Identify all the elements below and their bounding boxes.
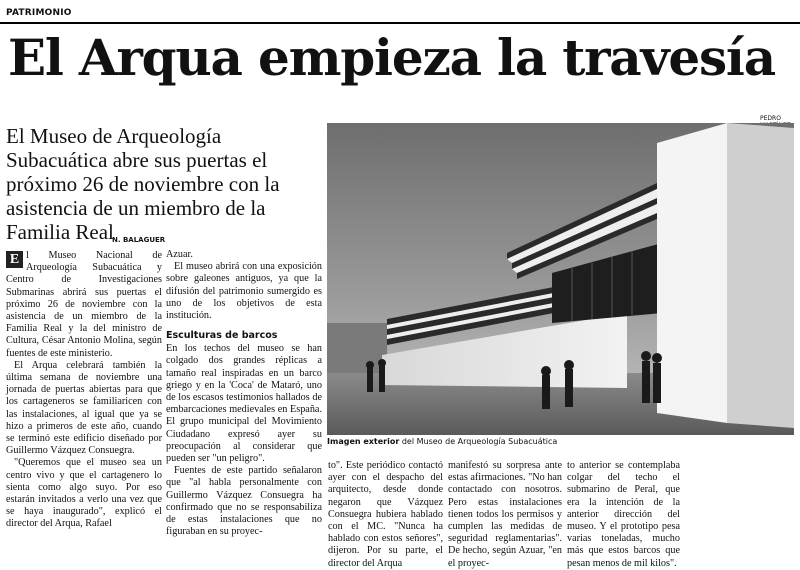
paragraph: El museo abrirá con una exposición sobre galeones antiguos, ya que la difusión del patrimonio sumergido es uno de los objetivos de esta institución. — [166, 261, 322, 322]
byline: N. BALAGUER — [112, 236, 166, 244]
caption-text: del Museo de Arqueología Subacuática — [399, 437, 558, 446]
body-column-2 — [166, 249, 322, 538]
paragraph: Fuentes de este partido señalaron que "al habla personalmente con Guillermo Vázquez Consuegra ha confirmado que no se responsabiliza de estas instalaciones que no figuraban en su proyec- — [166, 465, 322, 538]
paragraph: manifestó su sorpresa ante estas afirmaciones. "No han contactado con nosotros. Pero estas instalaciones tienen todos los permisos y cumplen las medidas de seguridad reglamentarias". De hecho, según Azuar, "en el proyec- — [448, 460, 562, 569]
paragraph: Azuar. — [166, 249, 193, 260]
section-rule — [0, 22, 800, 24]
headline: El Arqua empieza la travesía — [8, 28, 775, 87]
drop-cap: E — [6, 251, 23, 268]
paragraph: "Queremos que el museo sea un centro vivo y que el cartagenero lo sienta como algo suyo. Por eso estarán invitados a verlo una vez que se haya inaugurado", explicó el director del Arqua, Rafael — [6, 457, 162, 530]
paragraph: to". Este periódico contactó ayer con el despacho del arquitecto, desde donde negaron que Vázquez Consuegra hubiera hablado con el MC. "Nunca ha hablado con estos señores", dijeron. Por su parte, el director del Arqua — [328, 460, 443, 569]
photo-credit: PEDRO — [760, 115, 781, 122]
body-column-5 — [567, 460, 680, 570]
photo-caption — [327, 437, 797, 446]
museum-building-illustration — [327, 123, 794, 435]
section-label: PATRIMONIO — [6, 8, 72, 18]
deck-subtitle: El Museo de Arqueología Subacuática abre sus puertas el próximo 26 de noviembre con la asistencia de un miembro de la Familia Real — [6, 124, 280, 244]
body-column-1 — [6, 250, 162, 531]
subhead: Esculturas de barcos — [166, 330, 278, 342]
paragraph: to anterior se contemplaba colgar del techo el submarino de Peral, que era la intención de la anterior dirección del museo. Y el prototipo pesa varias toneladas, mucho más que estos barcos que pesan menos de mil kilos". — [567, 460, 680, 569]
museum-photo — [327, 123, 794, 435]
body-column-3 — [328, 460, 443, 570]
paragraph: En los techos del museo se han colgado dos grandes réplicas a tamaño real inspiradas en un barco griego y en la 'Coca' de Mataró, uno de los escasos testimonios hallados de embarcaciones medievales en España. El grupo municipal del Movimiento Ciudadano expresó ayer su preocupación al considerar que pueden ser "un peligro". — [166, 343, 322, 465]
paragraph: l Museo Nacional de Arqueología Subacuática y Centro de Investigaciones Submarinas abrirá sus puertas el próximo 26 de noviembre con la asistencia de un miembro de la Familia Real y la del ministro de Cultura, César Antonio Molina, según fuentes de este ministerio. — [6, 250, 162, 359]
caption-bold: Imagen exterior — [327, 437, 400, 446]
paragraph: El Arqua celebrará también la última semana de noviembre una jornada de puertas abiertas para que los cartageneros se familiaricen con las instalaciones, al igual que ya se hizo a primeros de este año, cuando se terminó este edificio diseñado por Guillermo Vázquez Consuegra. — [6, 359, 162, 457]
body-column-4 — [448, 460, 562, 570]
